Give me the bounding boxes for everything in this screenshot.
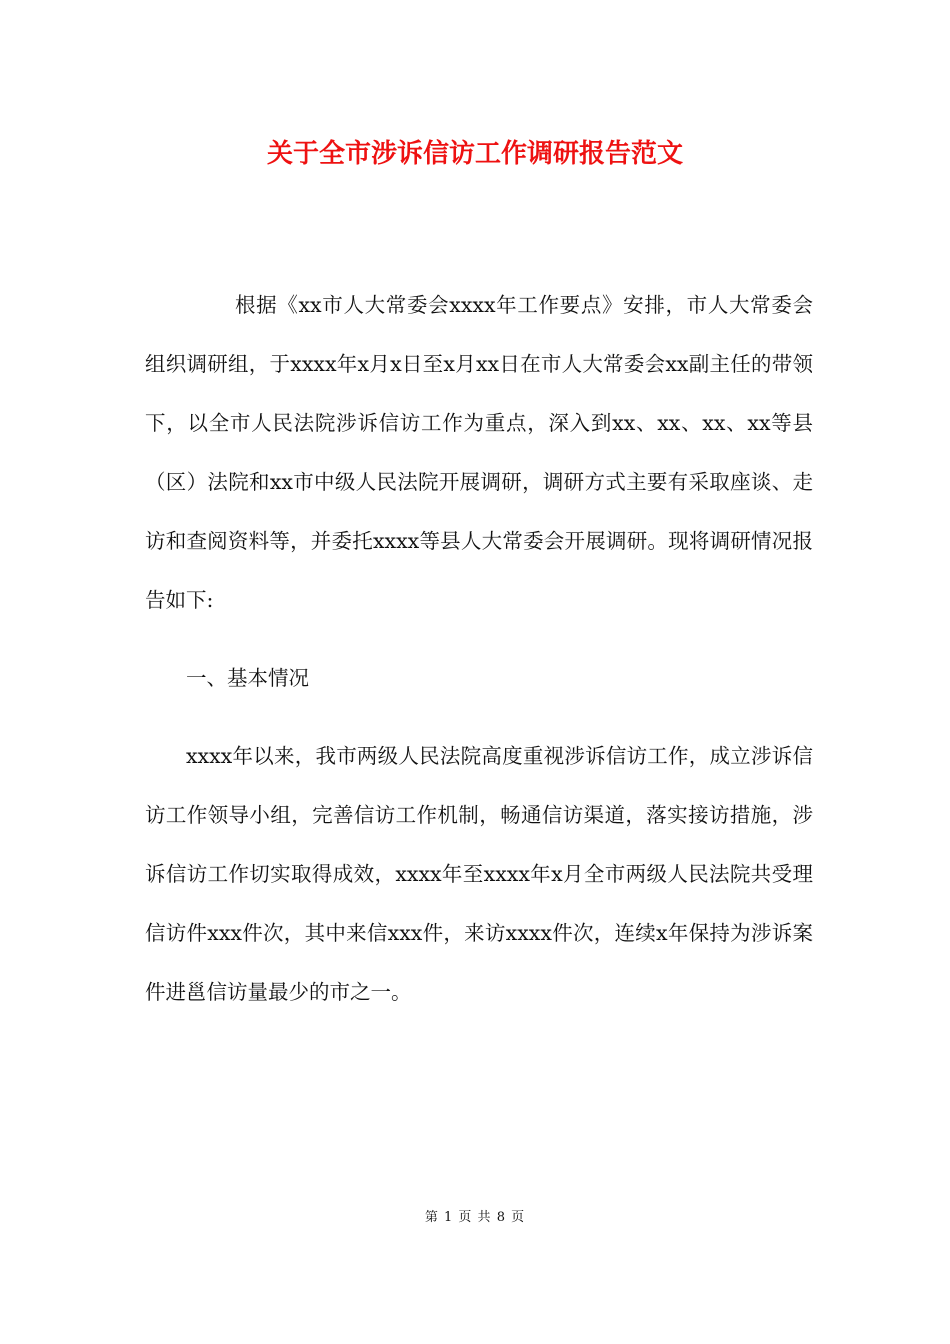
footer-prefix: 第 bbox=[424, 1210, 439, 1225]
paragraph-basic-situation: xxxx年以来，我市两级人民法院高度重视涉诉信访工作，成立涉诉信访工作领导小组，完善信访工作机制，畅通信访渠道，落实接访措施，涉诉信访工作切实取得成效，xxxx年至xxxx年x月全市两级人民法院共受理信访件xxx件次，其中来信xxx件，来访xxxx件次，连续x年保持为涉诉案件进邕信访量最少的市之一。 bbox=[145, 744, 813, 1004]
footer-middle: 页 共 bbox=[458, 1210, 492, 1225]
footer-page-number: 1 bbox=[444, 1210, 454, 1225]
section-heading-basic-situation: 一、基本情况 bbox=[186, 666, 309, 690]
page-footer bbox=[0, 1209, 950, 1227]
document-body bbox=[145, 276, 813, 1022]
paragraph-intro: 根据《xx市人大常委会xxxx年工作要点》安排，市人大常委会组织调研组，于xxxx年x月x日至x月xx日在市人大常委会xx副主任的带领下，以全市人民法院涉诉信访工作为重点，深入到xx、xx、xx、xx等县（区）法院和xx市中级人民法院开展调研，调研方式主要有采取座谈、走访和查阅资料等，并委托xxxx等县人大常委会开展调研。现将调研情况报告如下: bbox=[145, 293, 813, 612]
footer-suffix: 页 bbox=[511, 1210, 526, 1225]
document-title: 关于全市涉诉信访工作调研报告范文 bbox=[266, 139, 683, 169]
footer-total-pages: 8 bbox=[496, 1210, 506, 1225]
